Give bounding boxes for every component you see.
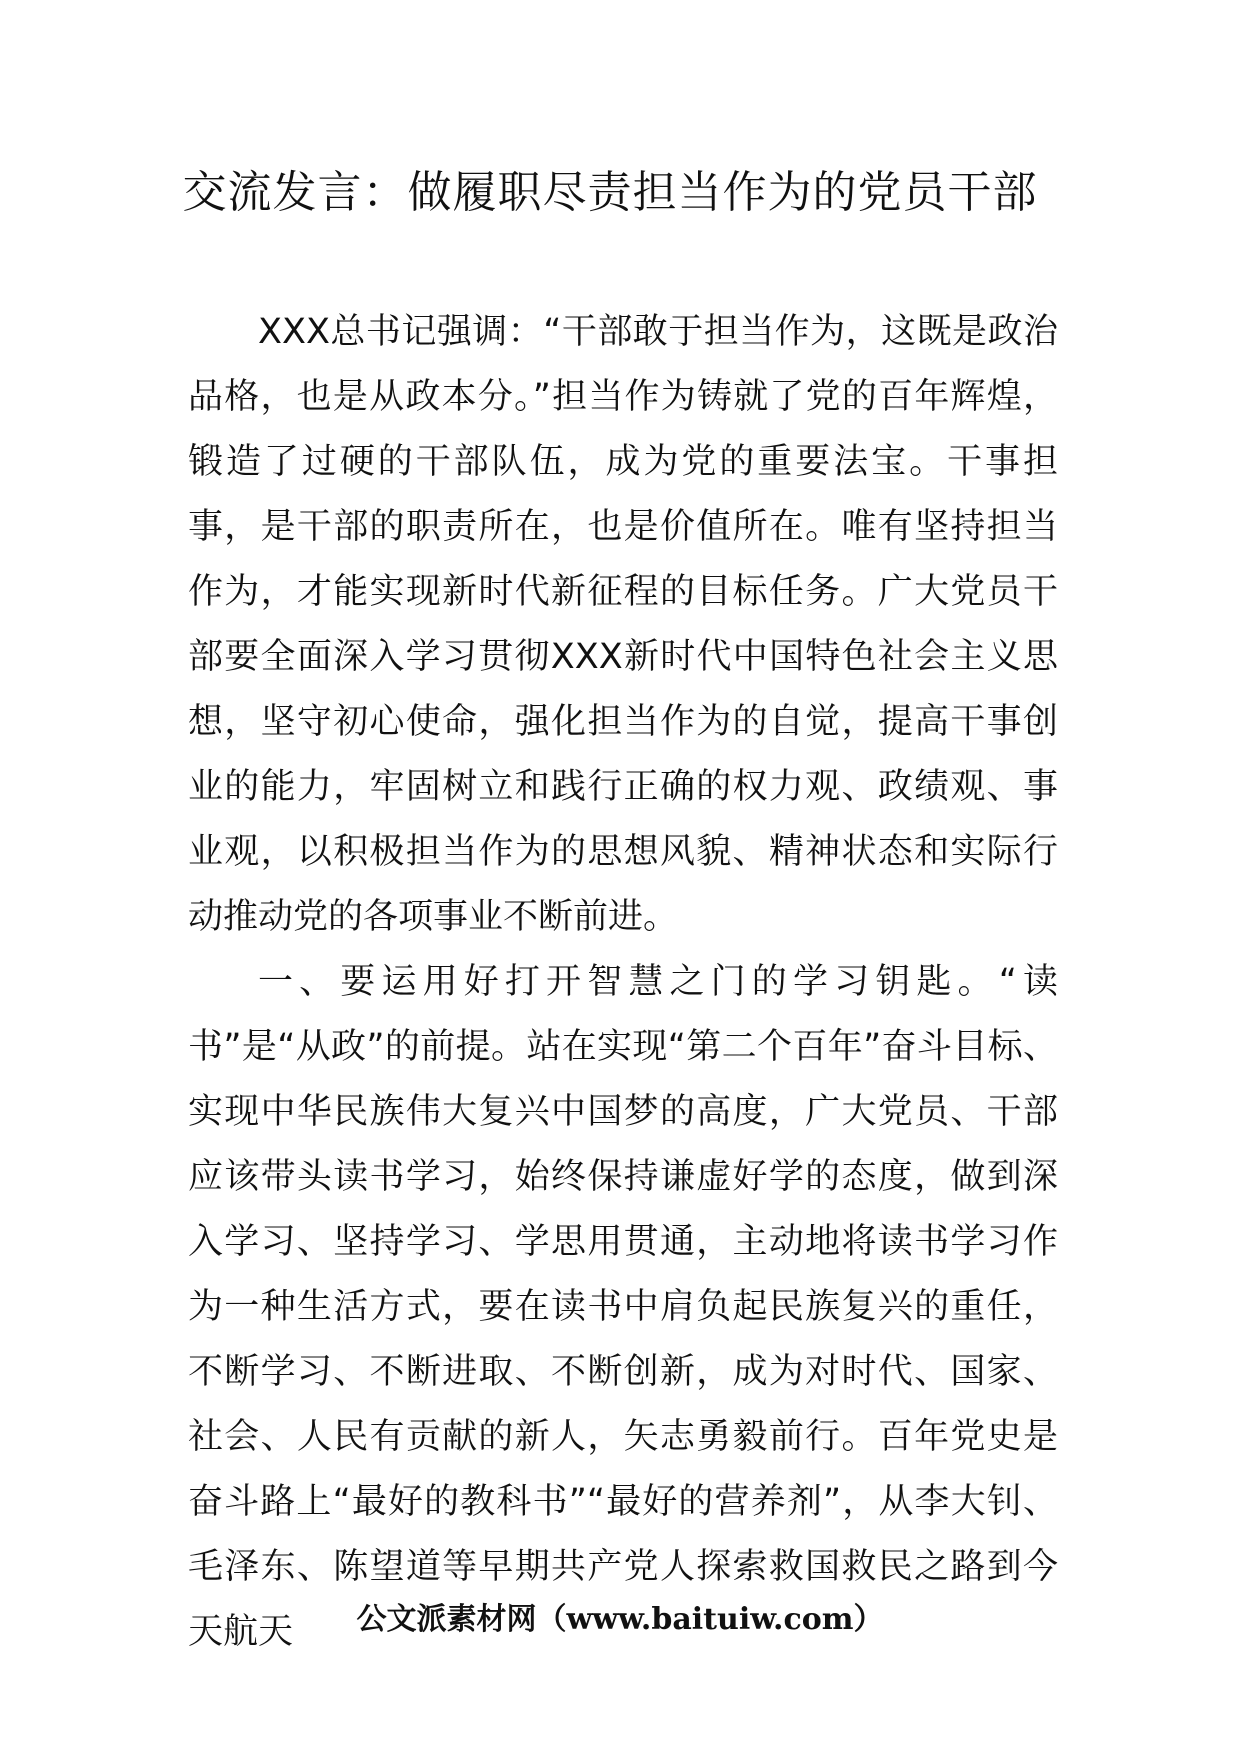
footer-source: 公文派素材网（www.baituiw.com） bbox=[356, 1602, 884, 1637]
document-body bbox=[188, 300, 1058, 1665]
paragraph: 一、要运用好打开智慧之门的学习钥匙。“读书”是“从政”的前提。站在实现“第二个百年”奋斗目标、实现中华民族伟大复兴中国梦的高度，广大党员、干部应该带头读书学习，始终保持谦虚好学的态度，做到深入学习、坚持学习、学思用贯通，主动地将读书学习作为一种生活方式，要在读书中肩负起民族复兴的重任，不断学习、不断进取、不断创新，成为对时代、国家、社会、人民有贡献的新人，矢志勇毅前行。百年党史是奋斗路上“最好的教科书”“最好的营养剂”，从李大钊、毛泽东、陈望道等早期共产党人探索救国救民之路到今天航天 bbox=[188, 962, 1058, 1652]
paragraph: XXX总书记强调：“干部敢于担当作为，这既是政治品格，也是从政本分。”担当作为铸就了党的百年辉煌，锻造了过硬的干部队伍，成为党的重要法宝。干事担事，是干部的职责所在，也是价值所在。唯有坚持担当作为，才能实现新时代新征程的目标任务。广大党员干部要全面深入学习贯彻XXX新时代中国特色社会主义思想，坚守初心使命，强化担当作为的自觉，提高干事创业的能力，牢固树立和践行正确的权力观、政绩观、事业观，以积极担当作为的思想风貌、精神状态和实际行动推动党的各项事业不断前进。 bbox=[188, 312, 1058, 937]
document-title: 交流发言：做履职尽责担当作为的党员干部 bbox=[182, 167, 1038, 218]
